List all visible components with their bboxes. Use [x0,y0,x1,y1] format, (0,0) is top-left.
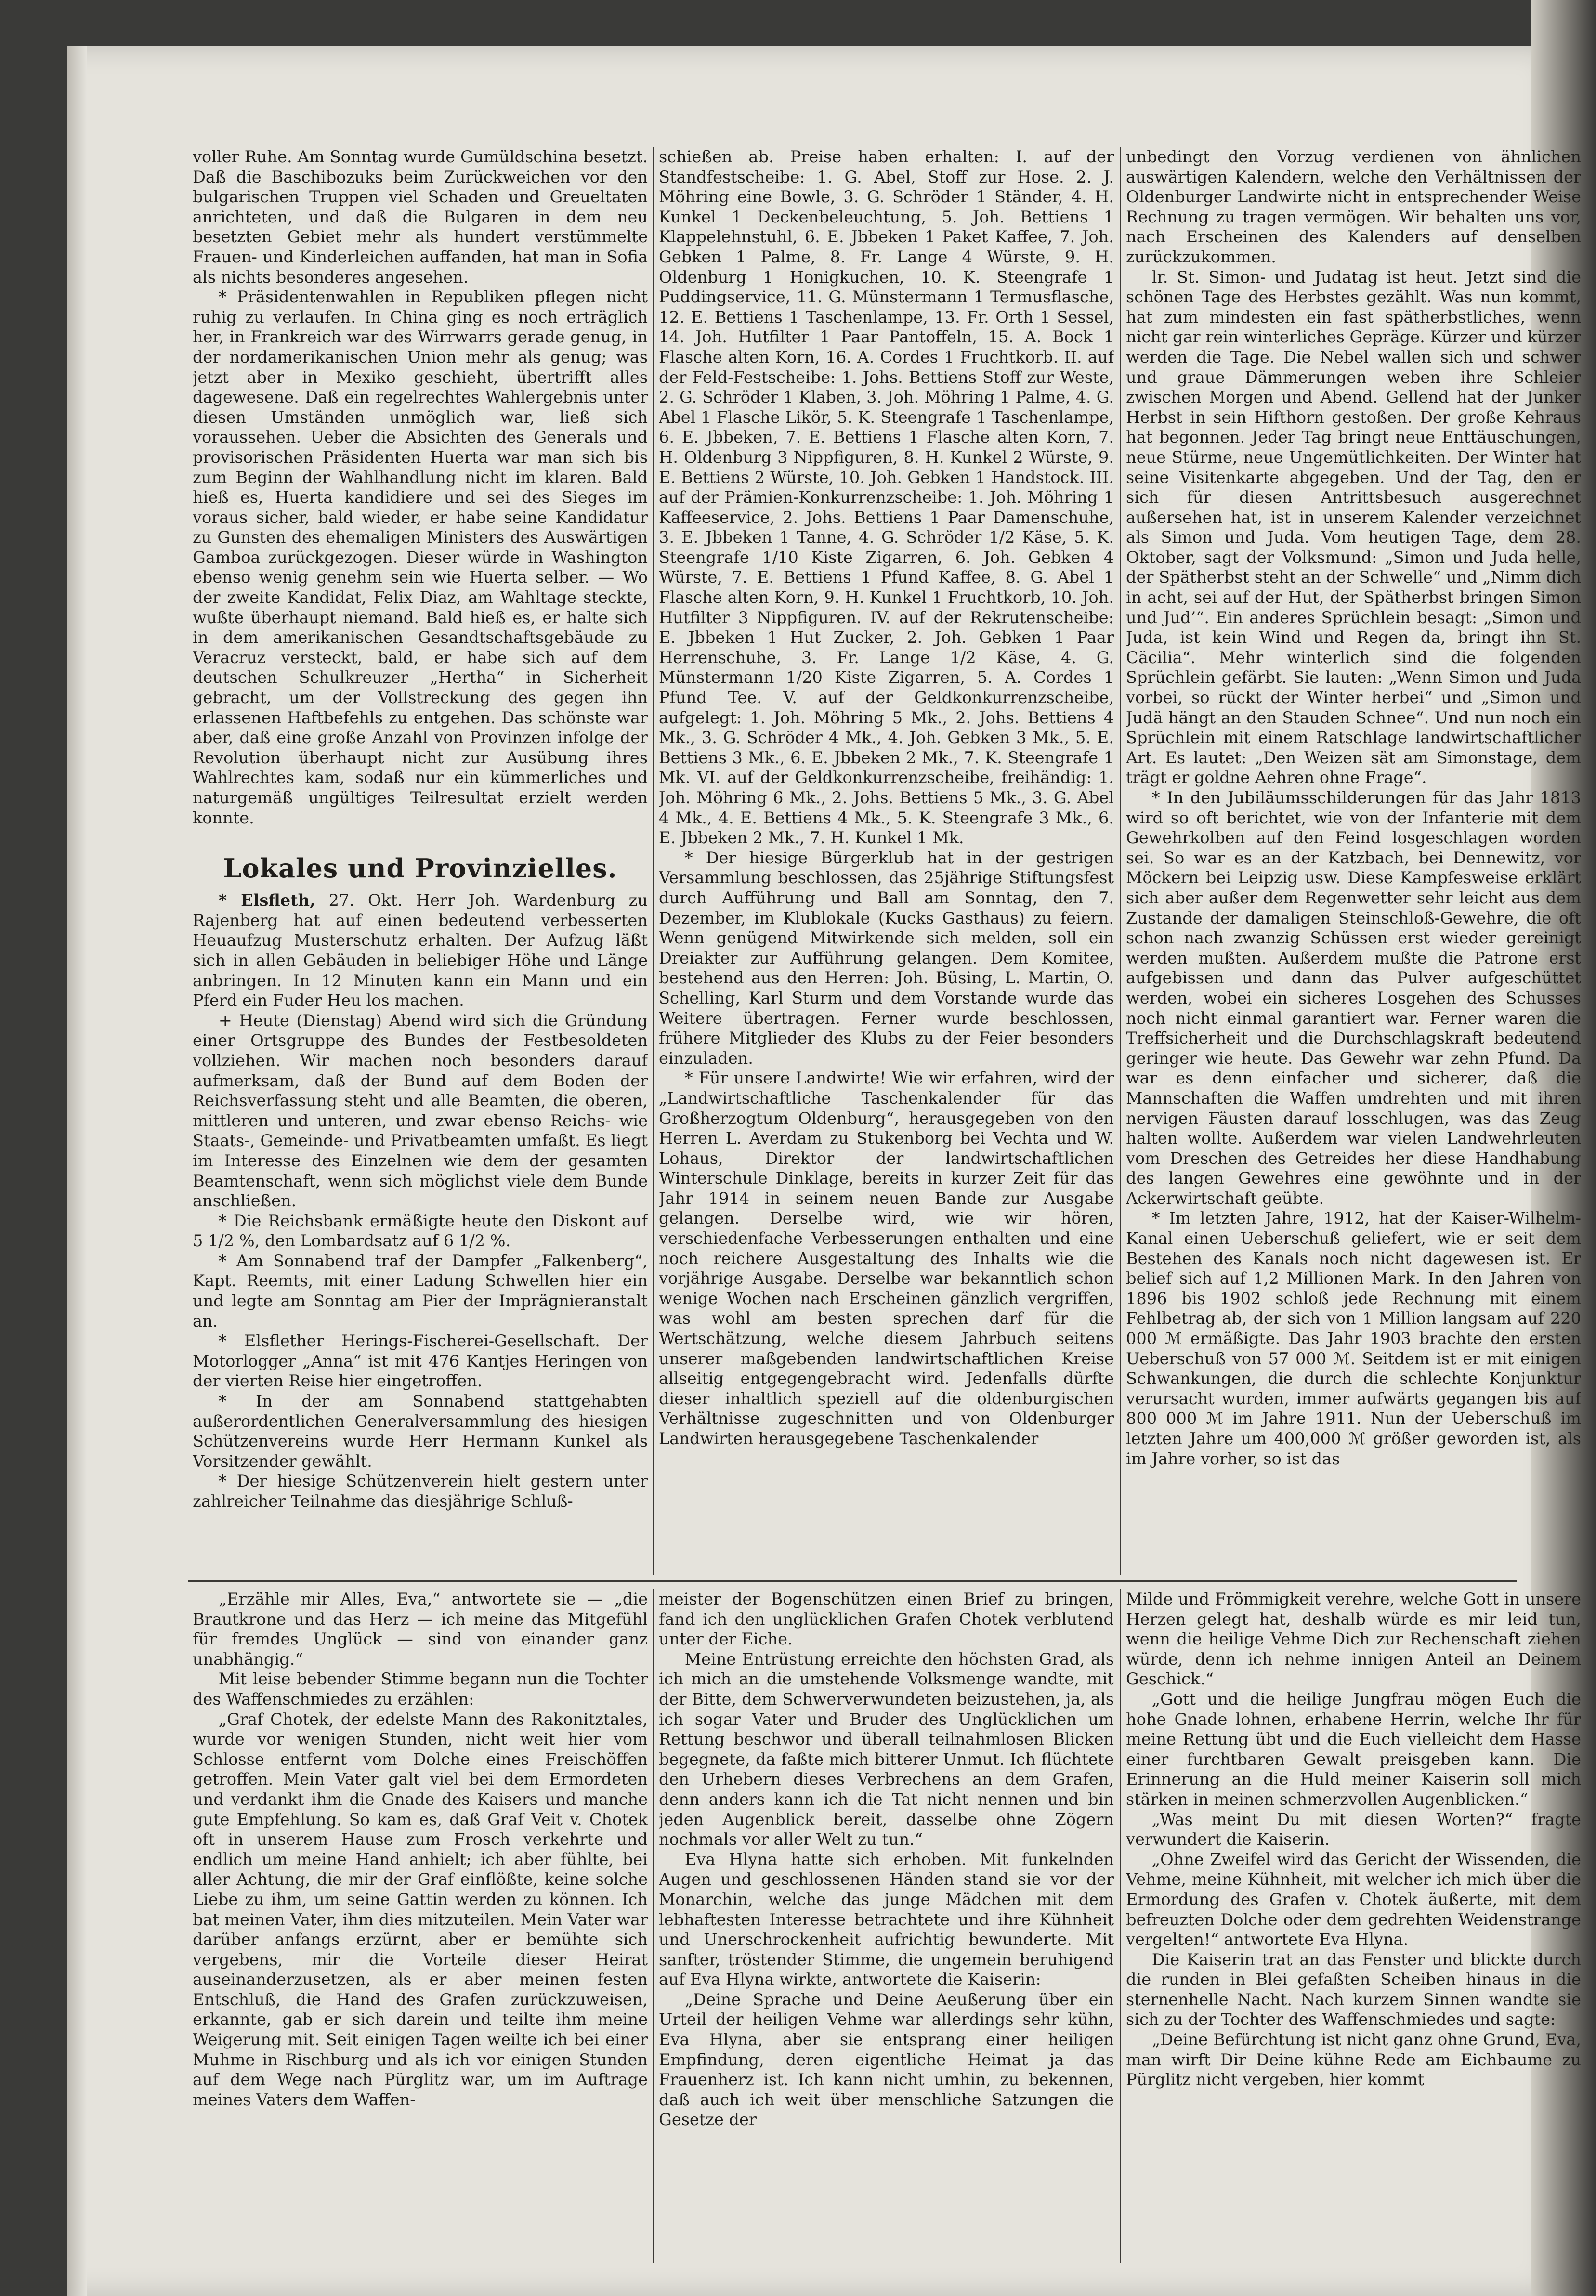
article-mexico-elections: * Präsidentenwahlen in Republiken pflegen nicht ruhig zu verlaufen. In China ging es noch erträglich her, in Frankreich war des Wirrwarrs gerade genug, in der nordamerikanischen Union mehr als genug; was jetzt aber in Mexiko geschieht, übertrifft alles dagewesene. Daß ein regelrechtes Wahlergebnis unter diesen Umständen unmöglich war, ließ sich voraussehen. Ueber die Absichten des Generals und provisorischen Präsidenten Huerta war man sich bis zum Beginn der Wahlhandlung nicht im klaren. Bald hieß es, Huerta kandidiere und sei des Sieges im voraus sicher, bald wieder, er habe seine Kandidatur zu Gunsten des ehemaligen Ministers des Auswärtigen Gamboa zurückgezogen. Dieser würde in Washington ebenso wenig genehm sein wie Huerta selber. — Wo der zweite Kandidat, Felix Diaz, am Wahltage steckte, wußte überhaupt niemand. Bald hieß es, er halte sich in dem amerikanischen Gesandtschaftsgebäude zu Veracruz versteckt, bald, er habe sich auf dem deutschen Schulkreuzer „Hertha“ in Sicherheit gebracht, um der Vollstreckung des gegen ihn erlassenen Haftbefehls zu entgehen. Das schönste war aber, daß eine große Anzahl von Provinzen infolge der Revolution überhaupt nicht zur Ausübung ihres Wahlrechtes kam, sodaß nur ein kümmerliches und naturgemäß ungültiges Teilresultat erzielt werden konnte. [193,287,648,827]
column-1 [193,147,648,1572]
feuilleton-column-1 [193,1589,648,2263]
feuilleton-c1-p3: „Graf Chotek, der edelste Mann des Rakonitztales, wurde vor wenigen Stunden, nicht weit hier vom Schlosse entfernt vom Dolche eines Freischöffen getroffen. Mein Vater galt viel bei dem Ermordeten und verdankt ihm die Gnade des Kaisers und manche gute Empfehlung. So kam es, daß Graf Veit v. Chotek oft in unserem Hause zum Frosch verkehrte und endlich um meine Hand anhielt; ich aber fühlte, bei aller Achtung, die mir der Graf einflößte, keine solche Liebe zu ihm, um seine Gattin werden zu können. Ich bat meinen Vater, ihm dies mitzuteilen. Mein Vater war darüber anfangs erzürnt, aber er bemühte sich vergebens, mir die Vorteile dieser Heirat auseinanderzusetzen, als er aber meinen festen Entschluß, die Hand des Grafen zurückzuweisen, erkannte, gab er sich darein und teilte ihm meine Weigerung mit. Seit einigen Tagen weilte ich bei einer Muhme in Rischburg und als ich vor einigen Stunden auf dem Wege nach Pürglitz war, um im Auftrage meines Vaters dem Waffen- [193,1709,648,2109]
feuilleton-column-rule-2 [1120,1589,1121,2263]
article-bulgaria-end: voller Ruhe. Am Sonntag wurde Gumüldschina besetzt. Daß die Baschibozuks beim Zurückweichen vor den bulgarischen Truppen viel Schaden und Greueltaten anrichteten, und daß die Bulgaren in dem neu besetzten Gebiet mehr als hundert verstümmelte Frauen- und Kinderleichen auffanden, hat man in Sofia als nichts besonderes angesehen. [193,147,648,287]
feuilleton-column-2 [659,1589,1114,2263]
article-shooting-club-meeting: * In der am Sonnabend stattgehabten außerordentlichen Generalversammlung des hiesigen Schützenvereins wurde Herr Hermann Kunkel als Vorsitzender gewählt. [193,1392,648,1471]
feuilleton-c2-p1: meister der Bogenschützen einen Brief zu bringen, fand ich den unglücklichen Grafen Chotek verblutend unter der Eiche. [659,1590,1114,1649]
article-elsfleth-hay-lift [193,890,648,1011]
dateline-elsfleth: * Elsfleth, [218,890,315,910]
feuilleton-column-rule-1 [653,1589,654,2263]
feuilleton-c3-p4: „Ohne Zweifel wird das Gericht der Wissenden, die Vehme, meine Kühnheit, mit welcher ich mich über die Ermordung des Grafen v. Chotek äußerte, mit dem befreuzten Dolche oder dem gedrehten Weidenstrange vergelten!“ antwortete Eva Hlyna. [1126,1850,1581,1949]
column-rule-2 [1120,147,1121,1575]
feuilleton-c3-p1: Milde und Frömmigkeit verehre, welche Gott in unsere Herzen gelegt hat, deshalb würde es mir leid tun, wenn die heilige Vehme Dich zur Rechenschaft ziehen würde, denn ich nehme innigen Anteil an Deinem Geschick.“ [1126,1590,1581,1689]
column-3 [1126,147,1581,1572]
feuilleton-c1-p2: Mit leise bebender Stimme begann nun die Tochter des Waffenschmiedes zu erzählen: [193,1670,648,1709]
section-heading-local: Lokales und Provinzielles. [223,853,617,884]
article-citizens-club: * Der hiesige Bürgerklub hat in der gestrigen Versammlung beschlossen, das 25jährige Stiftungsfest durch Aufführung und Ball am Sonntag, den 7. Dezember, im Klublokale (Kucks Gasthaus) zu feiern. Wenn genügend Mitwirkende sich melden, soll ein Dreiakter zur Aufführung gelangen. Dem Komitee, bestehend aus den Herren: Joh. Büsing, L. Martin, O. Schelling, Karl Sturm und dem Vorstande wurde das Weitere übertragen. Ferner wurde beschlossen, frühere Mitglieder des Klubs zu der Feier besonders einzuladen. [659,848,1114,1068]
article-simon-juda-day: lr. St. Simon- und Judatag ist heut. Jetzt sind die schönen Tage des Herbstes gezählt. Was nun kommt, hat zum mindesten ein fast spätherbstliches, wenn nicht gar rein winterliches Gepräge. Kürzer und kürzer werden die Tage. Die Nebel wallen sich und schwer und graue Dämmerungen weben ihre Schleier zwischen Morgen und Abend. Gellend hat der Junker Herbst in sein Hifthorn gestoßen. Der große Kehraus hat begonnen. Jeder Tag bringt neue Enttäuschungen, neue Stürme, neue Ungemütlichkeiten. Der Winter hat seine Visitenkarte abgegeben. Und der Tag, den er sich für diesen Antrittsbesuch ausgerechnet außersehen hat, ist in unserem Kalender verzeichnet als Simon und Juda. Vom heutigen Tage, dem 28. Oktober, sagt der Volksmund: „Simon und Juda helle, der Spätherbst steht an der Schwelle“ und „Nimm dich in acht, sei auf der Hut, der Spätherbst bringen Simon und Jud’“. Ein anderes Sprüchlein besagt: „Simon und Juda, ist kein Wind und Regen da, bringt ihn St. Cäcilia“. Mehr winterlich sind die folgenden Sprüchlein gefärbt. Sie lauten: „Wenn Simon und Juda vorbei, so rückt der Winter herbei“ und „Simon und Judä hängt an den Stauden Schnee“. Und nun noch ein Sprüchlein mit einem Ratschlage landwirtschaftlicher Art. Es lautet: „Den Weizen sät am Simonstage, dem trägt er goldne Aehren ohne Frage“. [1126,267,1581,787]
article-herring-fishery: * Elsflether Herings-Fischerei-Gesellschaft. Der Motorlogger „Anna“ ist mit 476 Kantjes Heringen von der vierten Reise hier eingetroffen. [193,1331,648,1391]
article-steamer-falkenberg: * Am Sonnabend traf der Dampfer „Falkenberg“, Kapt. Reemts, mit einer Ladung Schwellen hier ein und legte am Sonntag am Pier der Imprägnieranstalt an. [193,1251,648,1331]
column-2 [659,147,1114,1572]
feuilleton-c1-p1: „Erzähle mir Alles, Eva,“ antwortete sie — „die Brautkrone und das Herz — ich meine das Mitgefühl für fremdes Unglück — sind von einander ganz unabhängig.“ [193,1590,648,1669]
feuilleton-c3-p2: „Gott und die heilige Jungfrau mögen Euch die hohe Gnade lohnen, erhabene Herrin, welche Ihr für meine Rettung übt und die Euch vielleicht dem Hasse einer furchtbaren Gewalt preisgeben kann. Die Erinnerung an die Huld meiner Kaiserin soll mich stärken in meinen schmerzvollen Augenblicken.“ [1126,1689,1581,1809]
feuilleton-c3-p3: „Was meint Du mit diesen Worten?“ fragte verwundert die Kaiserin. [1126,1810,1581,1849]
feuilleton-rule [188,1580,1517,1582]
article-civil-servants-union: + Heute (Dienstag) Abend wird sich die Gründung einer Ortsgruppe des Bundes der Festbesoldeten vollziehen. Wir machen noch besonders darauf aufmerksam, daß der Bund auf dem Boden der Reichsverfassung steht und alle Beamten, die oberen, mittleren und unteren, und zwar ebenso Reichs- wie Staats-, Gemeinde- und Privatbeamten umfaßt. Es liegt im Interesse des Einzelnen wie dem der gesamten Beamtenschaft, wenn sich möglichst viele dem Bunde anschließen. [193,1011,648,1211]
article-1813-muskets: * In den Jubiläumsschilderungen für das Jahr 1813 wird so oft berichtet, wie von der Infanterie mit dem Gewehrkolben auf den Feind losgeschlagen worden sei. So war es an der Katzbach, bei Dennewitz, vor Möckern bei Leipzig usw. Diese Kampfesweise erklärt sich aber außer dem Regenwetter sehr leicht aus dem Zustande der damaligen Steinschloß-Gewehre, die oft schon nach zwanzig Schüssen erst wieder gereinigt werden mußten. Außerdem mußte die Patrone erst aufgebissen und dann das Pulver aufgeschüttet werden, wobei ein sicheres Losgehen des Schusses noch nicht einmal garantiert war. Ferner waren die Treffsicherheit und die Durchschlagskraft bedeutend geringer wie heute. Das Gewehr war zehn Pfund. Da war es denn einfacher und sicherer, daß die Mannschaften die Waffen umdrehten und mit ihren nervigen Fäusten darauf losschlugen, was das Zeug halten wollte. Außerdem war vielen Landwehrleuten vom Dreschen des Getreides her diese Handhabung des langen Gewehres eine gewöhnte und in der Ackerwirtschaft geübte. [1126,788,1581,1208]
article-kaiser-wilhelm-canal: * Im letzten Jahre, 1912, hat der Kaiser-Wilhelm-Kanal einen Ueberschuß geliefert, wie er seit dem Bestehen des Kanals noch nicht dagewesen ist. Er belief sich auf 1,2 Millionen Mark. In den Jahren von 1896 bis 1902 schloß jede Rechnung mit einem Fehlbetrag ab, der sich von 1 Million langsam auf 220 000 ℳ ermäßigte. Das Jahr 1903 brachte den ersten Ueberschuß von 57 000 ℳ. Seitdem ist er mit einigen Schwankungen, die durch die schlechte Konjunktur verursacht wurden, immer aufwärts gegangen bis auf 800 000 ℳ im Jahre 1911. Nun der Ueberschuß im letzten Jahre um 400,000 ℳ größer geworden ist, als im Jahre vorher, so ist das [1126,1209,1581,1468]
article-shooting-club-final: * Der hiesige Schützenverein hielt gestern unter zahlreicher Teilnahme das diesjährige Schluß- [193,1472,648,1511]
article-calendar-end: unbedingt den Vorzug verdienen von ähnlichen auswärtigen Kalendern, welche den Verhältnissen der Oldenburger Landwirte nicht in entsprechender Weise Rechnung zu tragen vermögen. Wir behalten uns vor, nach Erscheinen des Kalenders auf denselben zurückzukommen. [1126,147,1581,266]
article-reichsbank: * Die Reichsbank ermäßigte heute den Diskont auf 5 1/2 %, den Lombardsatz auf 6 1/2 %. [193,1211,648,1251]
article-farmers-calendar: * Für unsere Landwirte! Wie wir erfahren, wird der „Landwirtschaftliche Taschenkalender für das Großherzogtum Oldenburg“, herausgegeben von den Herren L. Averdam zu Stukenborg bei Vechta und W. Lohaus, Direktor der landwirtschaftlichen Winterschule Dinklage, bereits in kurzer Zeit für das Jahr 1914 in seinem neuen Bande zur Ausgabe gelangen. Derselbe wird, wie wir hören, verschiedenfache Verbesserungen enthalten und eine noch reichere Ausgestaltung des Inhalts wie die vorjährige Ausgabe. Derselbe war bekanntlich schon wenige Wochen nach Erscheinen gänzlich vergriffen, was wohl am besten sprechen darf für die Wertschätzung, welche diesem Jahrbuch seitens unserer maßgebenden landwirtschaftlichen Kreise allseitig entgegengebracht wird. Jedenfalls dürfte dieser inhaltlich speziell auf die oldenburgischen Verhältnisse zugeschnitten und von Oldenburger Landwirten herausgegebene Taschenkalender [659,1069,1114,1448]
column-rule-1 [653,147,654,1575]
article-elsfleth-hay-lift-text: 27. Okt. Herr Joh. Wardenburg zu Rajenberg hat auf einen bedeutend verbesserten Heuaufzug Musterschutz erhalten. Der Aufzug läßt sich in allen Gebäuden in beliebiger Höhe und Länge anbringen. In 12 Minuten kann ein Mann und ein Pferd ein Fuder Heu los machen. [193,891,648,1010]
feuilleton-column-3 [1126,1589,1581,2263]
page-left-edge [67,46,87,2296]
feuilleton-c2-p4: „Deine Sprache und Deine Aeußerung über ein Urteil der heiligen Vehme war allerdings sehr kühn, Eva Hlyna, aber sie entsprang einer heiligen Empfindung, deren eigentliche Heimat ja das Frauenherz ist. Ich kann nicht umhin, zu bekennen, daß auch ich weit über menschliche Satzungen die Gesetze der [659,1990,1114,2129]
feuilleton-c3-p5: Die Kaiserin trat an das Fenster und blickte durch die runden in Blei gefaßten Scheiben hinaus in die sternenhelle Nacht. Nach kurzem Sinnen wandte sie sich zu der Tochter des Waffenschmiedes und sagte: [1126,1950,1581,2029]
feuilleton-c2-p3: Eva Hlyna hatte sich erhoben. Mit funkelnden Augen und geschlossenen Händen stand sie vor der Monarchin, welche das junge Mädchen mit dem lebhaftesten Interesse betrachtete und ihre Kühnheit und Unerschrockenheit aufrichtig bewunderte. Mit sanfter, tröstender Stimme, die ungemein beruhigend auf Eva Hlyna wirkte, antwortete die Kaiserin: [659,1850,1114,1989]
feuilleton-c2-p2: Meine Entrüstung erreichte den höchsten Grad, als ich mich an die umstehende Volksmenge wandte, mit der Bitte, dem Schwerverwundeten beizustehen, ja, als ich sogar Vater und Bruder des Unglücklichen um Rettung beschwor und überall teilnahmlosen Blicken begegnete, da faßte mich bitterer Unmut. Ich flüchtete den Urhebern dieses Verbrechens an dem Grafen, denn anders kann ich die Tat nicht nennen und bin jeden Augenblick bereit, dasselbe ohne Zögern nochmals vor aller Welt zu tun.“ [659,1649,1114,1849]
article-prize-list: schießen ab. Preise haben erhalten: I. auf der Standfestscheibe: 1. G. Abel, Stoff zur Hose. 2. J. Möhring eine Bowle, 3. G. Schröder 1 Ständer, 4. H. Kunkel 1 Deckenbeleuchtung, 5. Joh. Bettiens 1 Klappelehnstuhl, 6. E. Jbbeken 1 Paket Kaffee, 7. Joh. Gebken 1 Palme, 8. Fr. Lange 4 Würste, 9. H. Oldenburg 1 Honigkuchen, 10. K. Steengrafe 1 Puddingservice, 11. G. Münstermann 1 Termusflasche, 12. E. Bettiens 1 Taschenlampe, 13. Fr. Orth 1 Sessel, 14. Joh. Hutfilter 1 Paar Pantoffeln, 15. A. Bock 1 Flasche alten Korn, 16. A. Cordes 1 Fruchtkorb. II. auf der Feld-Festscheibe: 1. Johs. Bettiens Stoff zur Weste, 2. G. Schröder 1 Klaben, 3. Joh. Möhring 1 Palme, 4. G. Abel 1 Flasche Likör, 5. K. Steengrafe 1 Taschenlampe, 6. E. Jbbeken, 7. E. Bettiens 1 Flasche alten Korn, 7. H. Oldenburg 3 Nippfiguren, 8. H. Kunkel 2 Würste, 9. E. Bettiens 2 Würste, 10. Joh. Gebken 1 Handstock. III. auf der Prämien-Konkurrenzscheibe: 1. Joh. Möhring 1 Kaffeeservice, 2. Johs. Bettiens 1 Paar Damenschuhe, 3. E. Jbbeken 1 Tanne, 4. G. Schröder 1/2 Käse, 5. K. Steengrafe 1/10 Kiste Zigarren, 6. Joh. Gebken 4 Würste, 7. E. Bettiens 1 Pfund Kaffee, 8. G. Abel 1 Flasche alten Korn, 9. H. Kunkel 1 Fruchtkorb, 10. Joh. Hutfilter 3 Nippfiguren. IV. auf der Rekrutenscheibe: E. Jbbeken 1 Hut Zucker, 2. Joh. Gebken 1 Paar Herrenschuhe, 3. Fr. Lange 1/2 Käse, 4. G. Münstermann 1/20 Kiste Zigarren, 5. A. Cordes 1 Pfund Tee. V. auf der Geldkonkurrenzscheibe, aufgelegt: 1. Joh. Möhring 5 Mk., 2. Johs. Bettiens 4 Mk., 3. G. Schröder 4 Mk., 4. Joh. Gebken 3 Mk., 5. E. Bettiens 3 Mk., 6. E. Jbbeken 2 Mk., 7. K. Steengrafe 1 Mk. VI. auf der Geldkonkurrenzscheibe, freihändig: 1. Joh. Möhring 6 Mk., 2. Johs. Bettiens 5 Mk., 3. G. Abel 4 Mk., 4. E. Bettiens 4 Mk., 5. K. Steengrafe 3 Mk., 6. E. Jbbeken 2 Mk., 7. H. Kunkel 1 Mk. [659,147,1114,848]
feuilleton-c3-p6: „Deine Befürchtung ist nicht ganz ohne Grund, Eva, man wirft Dir Deine kühne Rede am Eichbaume zu Pürglitz nicht vergeben, hier kommt [1126,2030,1581,2089]
